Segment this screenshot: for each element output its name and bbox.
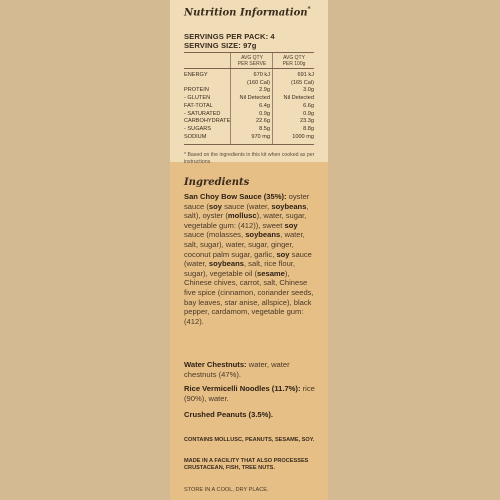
allergen-word: soy: [276, 249, 290, 259]
nutrition-row: [184, 134, 314, 141]
per-serve-value: (160 Cal): [246, 79, 270, 86]
allergen-facility: MADE IN A FACILITY THAT ALSO PROCESSES CRUSTACEAN, FISH, TREE NUTS.: [184, 458, 309, 471]
nutrient-label: CARBOHYDRATE: [184, 118, 231, 125]
table-bottom-rule: [184, 144, 314, 145]
per-100g-value: 6.6g: [303, 102, 314, 109]
ingredient-text: , water, salt, sugar), water, sugar, ginger, coconut palm sugar, garlic,: [184, 230, 305, 259]
per-serve-value: 970 mg: [251, 133, 270, 140]
ingredient-text: sauce (water,: [184, 249, 312, 269]
nutrition-row: [184, 87, 314, 94]
nutrition-footnote: * Based on the ingredients in this kit when cooked as per instructions.: [184, 152, 315, 165]
per-serve-value: 22.6g: [256, 118, 270, 125]
nutrition-title: Nutrition Information*: [184, 6, 311, 19]
nutrient-label: ENERGY: [184, 72, 208, 78]
allergen-word: mollusc: [227, 211, 257, 221]
product-label-panel: [170, 0, 328, 500]
nutrition-row: [184, 80, 314, 87]
nutrition-row: [184, 111, 314, 118]
nutrition-row: [184, 72, 314, 79]
per-100g-value: 23.3g: [300, 118, 314, 125]
ingredient-noodles-heading: Rice Vermicelli Noodles (11.7%):: [184, 384, 301, 393]
per-serve-value: Nil Detected: [239, 95, 270, 102]
nutrition-row: [184, 95, 314, 102]
ingredient-text: oyster sauce (: [184, 192, 310, 211]
per-100g-value: 3.0g: [303, 87, 314, 94]
ingredient-chestnuts-text: water, water chestnuts (47%).: [184, 360, 290, 379]
per-serve-value: 670 kJ: [253, 72, 270, 78]
ingredient-text: ), water, sugar, vegetable gum: (412)), sweet: [184, 211, 307, 230]
ingredient-text: sauce (molasses,: [184, 230, 246, 240]
ingredient-peanuts-heading: Crushed Peanuts (3.5%).: [184, 410, 274, 419]
ingredient-sauce-heading: San Choy Bow Sauce (35%):: [184, 192, 287, 201]
allergen-contains: CONTAINS MOLLUSC, PEANUTS, SESAME, SOY.: [184, 437, 315, 443]
nutrition-row: [184, 103, 314, 110]
nutrient-label: - SATURATED: [184, 110, 221, 117]
per-100g-value: Nil Detected: [283, 95, 314, 102]
ingredient-text: ), Chinese chives, carrot, salt, Chinese five spice (cinnamon, coriander seeds, bay leaves, star anise, allspice), black pepper, cardamom, vegetable gum: (412).: [184, 268, 314, 326]
nutrient-label: SODIUM: [184, 133, 207, 140]
ingredient-noodles-text: rice (90%), water.: [184, 384, 315, 403]
nutrient-label: PROTEIN: [184, 87, 209, 94]
nutrition-row: [184, 126, 314, 133]
per-serve-value: 0.9g: [259, 110, 270, 117]
nutrient-label: - SUGARS: [184, 125, 212, 132]
table-header-rule: [184, 68, 314, 69]
ingredient-chestnuts-heading: Water Chestnuts:: [184, 360, 247, 369]
column-header-per-serve: AVG QTY PER SERVE: [237, 55, 267, 67]
per-100g-value: 1000 mg: [292, 133, 314, 140]
per-100g-value: 0.9g: [303, 110, 314, 117]
column-header-per-100g: AVG QTY PER 100g: [282, 55, 306, 67]
per-serve-value: 8.5g: [259, 125, 270, 132]
ingredient-peanuts: [184, 410, 318, 420]
per-100g-value: (165 Cal): [290, 79, 314, 86]
per-serve-value: 6.4g: [259, 102, 270, 109]
table-top-rule: [184, 52, 314, 53]
per-serve-value: 2.9g: [259, 87, 270, 94]
allergen-word: soybeans: [208, 259, 244, 269]
allergen-word: soybeans: [271, 201, 307, 211]
allergen-word: soy: [284, 220, 298, 230]
ingredient-text: , salt), oyster (: [184, 201, 309, 221]
allergen-word: soybeans: [245, 230, 281, 240]
ingredient-text: sauce (water,: [222, 201, 272, 211]
servings-per-pack: SERVINGS PER PACK: 4: [184, 32, 275, 41]
ingredient-chestnuts: [184, 360, 318, 379]
nutrition-row: [184, 118, 314, 125]
storage-instructions: STORE IN A COOL, DRY PLACE.: [184, 487, 269, 493]
ingredient-noodles: [184, 384, 318, 403]
allergen-word: soy: [208, 201, 222, 211]
allergen-word: sesame: [257, 268, 285, 278]
ingredient-sauce-text: [184, 192, 314, 326]
nutrient-label: FAT-TOTAL: [184, 102, 213, 109]
per-100g-value: 691 kJ: [297, 72, 314, 78]
per-100g-value: 8.8g: [303, 125, 314, 132]
ingredients-title: Ingredients: [184, 177, 250, 188]
serving-size: SERVING SIZE: 97g: [184, 41, 257, 50]
ingredient-text: , salt, rice flour, sugar), vegetable oil (: [184, 259, 296, 278]
ingredient-sauce: [184, 192, 318, 326]
nutrient-label: - GLUTEN: [184, 95, 211, 102]
